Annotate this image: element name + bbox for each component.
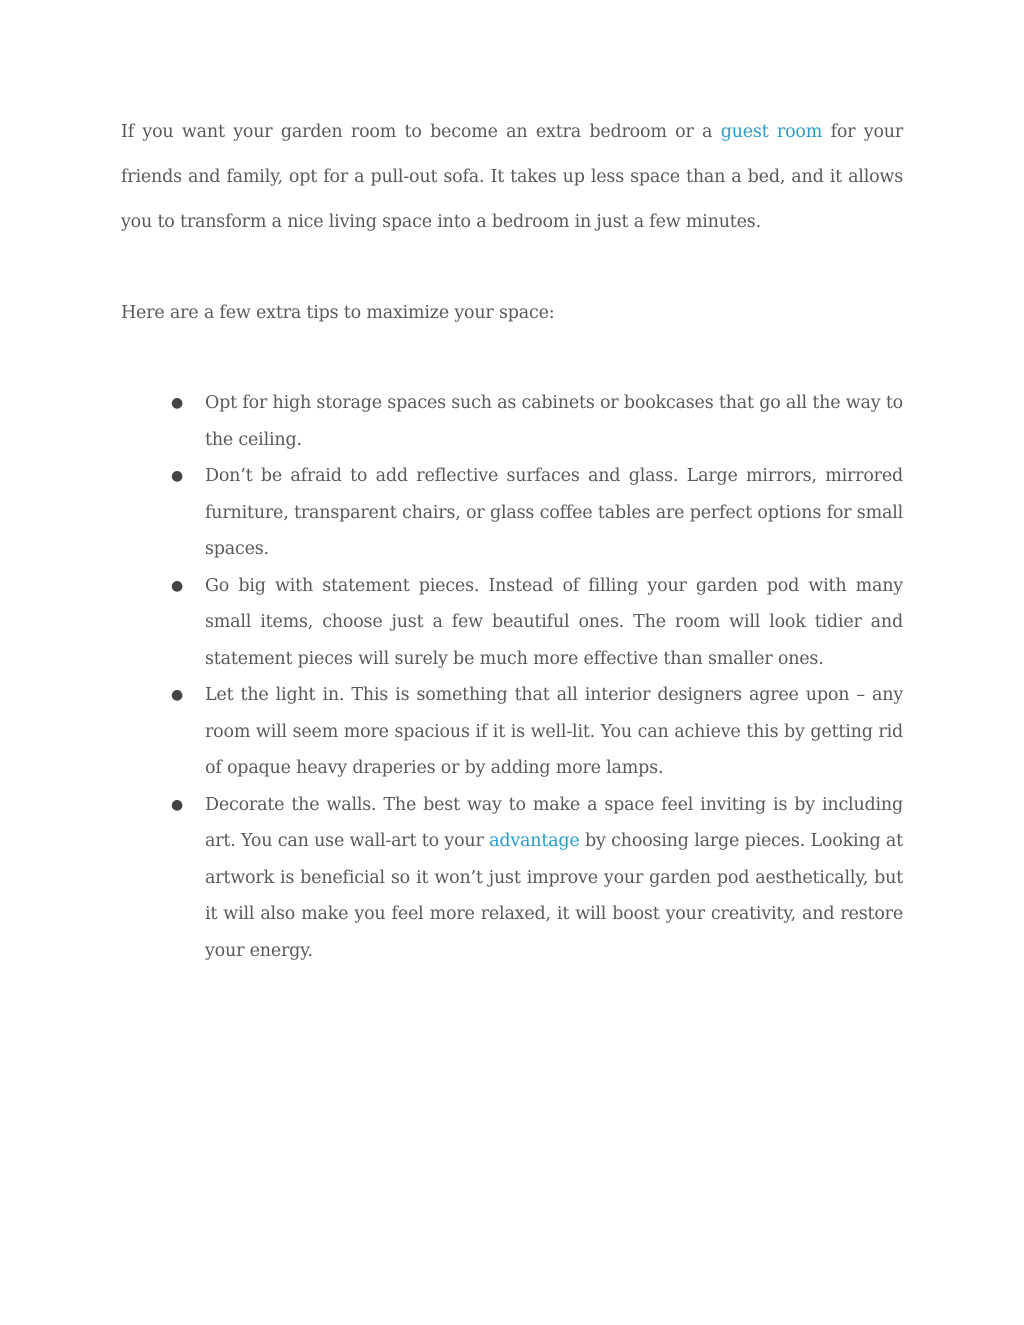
tip-item-4 [121,677,903,787]
bullet-icon: ● [171,796,184,813]
tip-item-5 [121,787,903,970]
bullet-icon: ● [171,687,184,703]
tip-text: Let the light in. This is something that all interior designers agree upon – any room will seem more spacious if it is well-lit. You can achieve this by getting rid of opaque heavy draperies or by adding more lamps. [205,685,903,778]
tip-text: Opt for high storage spaces such as cabinets or bookcases that go all the way to the ceiling. [205,393,903,450]
tip-text: Don’t be afraid to add reflective surfaces and glass. Large mirrors, mirrored furniture, transparent chairs, or glass coffee tables are perfect options for small spaces. [205,466,903,559]
tip-text-end: by choosing large pieces. Looking at artwork is beneficial so it won’t just improve your garden pod aesthetically, but it will also make you feel more relaxed, it will boost your creativity, and restore your energy. [205,831,903,961]
tip-item-1 [121,385,903,458]
tip-item-3 [121,568,903,678]
advantage-link[interactable]: advantage [489,831,580,851]
bullet-icon: ● [171,395,184,411]
guest-room-link[interactable]: guest room [720,122,823,142]
bullet-icon: ● [171,468,184,484]
tips-heading: Here are a few extra tips to maximize your space: [121,303,555,323]
tips-list [121,385,903,969]
tip-text: Go big with statement pieces. Instead of filling your garden pod with many small items, choose just a few beautiful ones. The room will look tidier and statement pieces will surely be much more effective than smaller ones. [205,575,903,669]
tip-item-2 [121,458,903,568]
bullet-icon: ● [171,577,184,594]
intro-text-start: If you want your garden room to become an extra bedroom or a [121,122,721,142]
intro-text-end: for your friends and family, opt for a pull-out sofa. It takes up less space than a bed, and it allows you to transform a nice living space into a bedroom in just a few minutes. [121,122,904,232]
tip-text-start: Decorate the walls. The best way to make a space feel inviting is by including art. You can use wall-art to your [205,794,903,851]
intro-paragraph [121,110,903,245]
